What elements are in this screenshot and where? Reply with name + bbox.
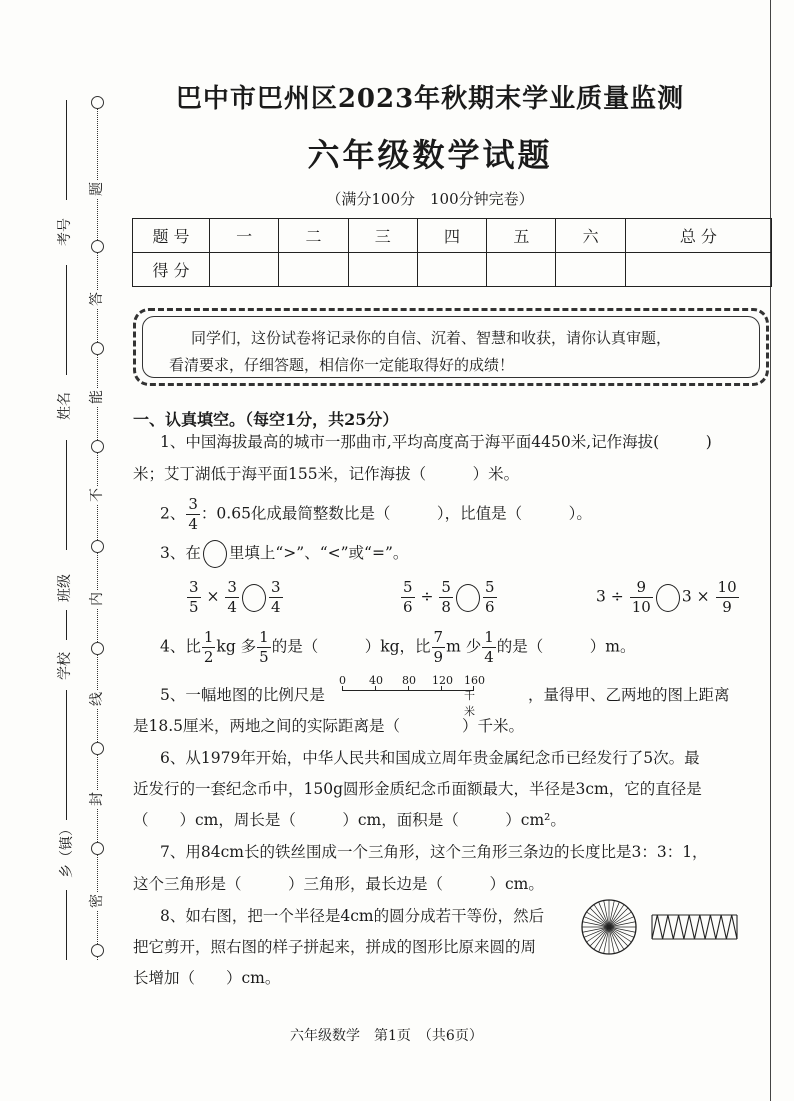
question-text: 1、中国海拔最高的城市一那曲市,平均高度高于海平面4450米,记作海拔( ): [160, 433, 712, 451]
score-cell[interactable]: [348, 253, 417, 287]
denominator: 4: [270, 598, 281, 616]
scale-label: 0: [339, 674, 346, 687]
fraction: [186, 495, 200, 534]
numerator: 10: [717, 578, 737, 596]
seal-circle: [91, 540, 104, 553]
fraction: [202, 628, 216, 667]
numerator: 3: [188, 495, 198, 513]
seal-circle: [91, 342, 104, 355]
question-text: 3、在: [160, 544, 201, 562]
numerator: 5: [441, 578, 451, 596]
write-line: [66, 610, 67, 640]
fraction: [401, 578, 415, 617]
seal-char: 密: [89, 894, 105, 908]
fraction: [269, 578, 283, 617]
question-text: 8、如右图，把一个半径是4cm的圆分成若干等份，然后: [160, 907, 545, 925]
numerator: 5: [484, 578, 495, 596]
write-line: [66, 890, 67, 960]
seal-char: 题: [89, 182, 105, 196]
fraction: [630, 578, 653, 617]
notice-inner: [142, 316, 760, 378]
seal-circle: [91, 96, 104, 109]
compare-expr-3: [596, 578, 740, 617]
table-cell: 总 分: [625, 219, 771, 253]
question-text: （ ）cm，周长是（ ）cm，面积是（ ）cm²。: [133, 811, 566, 829]
notice-line: 同学们，这份试卷将记录你的自信、沉着、智慧和收获，请你认真审题，: [191, 329, 672, 347]
denominator: 2: [203, 648, 214, 666]
question-text: ，量得甲、乙两地的图上距离: [528, 686, 730, 704]
seal-char: 答: [89, 292, 105, 306]
score-cell[interactable]: [210, 253, 279, 287]
compare-expr-2: [400, 578, 498, 617]
denominator: 5: [189, 598, 199, 616]
question-text: 7、用84cm长的铁丝围成一个三角形，这个三角形三条边的长度比是3：3：1，: [160, 843, 708, 861]
seal-line: [97, 100, 98, 960]
fraction: [257, 628, 271, 667]
operator: ÷: [420, 587, 434, 606]
table-cell: 得 分: [133, 253, 210, 287]
scale-label: 40: [369, 674, 383, 687]
compare-circle: [203, 540, 227, 568]
question-text: 是18.5厘米，两地之间的实际距离是（ ）千米。: [133, 717, 525, 735]
write-line: [66, 265, 67, 375]
exam-number-label: 考号: [57, 218, 73, 246]
write-line: [66, 690, 67, 820]
question-text: 把它剪开，照右图的样子拼起来，拼成的图形比原来圆的周: [133, 938, 537, 956]
score-cell[interactable]: [556, 253, 625, 287]
denominator: 4: [188, 515, 198, 533]
numerator: 3: [189, 578, 199, 596]
denominator: 4: [227, 598, 237, 616]
class-label: 班级: [57, 574, 73, 602]
numerator: 1: [203, 628, 214, 646]
denominator: 6: [403, 598, 413, 616]
town-label: 乡（镇）: [59, 822, 75, 878]
seal-circle: [91, 240, 104, 253]
table-cell: 六: [556, 219, 625, 253]
question-text: 4、比: [160, 637, 201, 656]
seal-char: 能: [89, 390, 105, 404]
question-2: [160, 495, 592, 534]
scale-label: 160千米: [464, 674, 485, 718]
table-cell: 题 号: [133, 219, 210, 253]
table-cell: 四: [417, 219, 486, 253]
numerator: 7: [433, 628, 444, 646]
numerator: 3: [270, 578, 281, 596]
fraction: [716, 578, 739, 617]
score-cell[interactable]: [417, 253, 486, 287]
fraction: [482, 628, 496, 667]
denominator: 4: [484, 648, 494, 666]
compare-circle[interactable]: [656, 584, 680, 612]
expr-text: 3 ÷: [596, 587, 624, 606]
numerator: 5: [403, 578, 413, 596]
numerator: 1: [484, 628, 494, 646]
fraction: [483, 578, 497, 617]
seal-circle: [91, 742, 104, 755]
exam-subtitle: 六年级数学试题: [307, 136, 553, 174]
denominator: 9: [722, 598, 732, 616]
question-text: 的是（ ）m。: [496, 637, 636, 656]
compare-circle[interactable]: [242, 584, 266, 612]
score-cell[interactable]: [487, 253, 556, 287]
compare-circle[interactable]: [456, 584, 480, 612]
fraction: [439, 578, 453, 617]
seal-char: 封: [89, 792, 105, 806]
compare-expr-1: [186, 578, 284, 617]
question-text: kg 多: [216, 637, 257, 656]
write-line: [66, 440, 67, 550]
table-cell: 一: [210, 219, 279, 253]
score-cell[interactable]: [625, 253, 771, 287]
question-text: m 少: [446, 637, 482, 656]
question-text: 长增加（ ）cm。: [133, 969, 281, 987]
seal-circle: [91, 642, 104, 655]
score-table: [132, 218, 772, 287]
rearranged-strip-figure: [651, 912, 739, 942]
question-text: 这个三角形是（ ）三角形，最长边是（ ）cm。: [133, 875, 544, 893]
question-3: [160, 540, 408, 568]
fraction: [432, 628, 446, 667]
denominator: 9: [433, 648, 444, 666]
map-scale-bar: [339, 674, 485, 718]
question-4: [160, 628, 635, 667]
denominator: 5: [259, 648, 269, 666]
section-heading: 一、认真填空。（每空1分，共25分）: [133, 410, 399, 429]
expr-text: 3 ×: [681, 587, 710, 606]
denominator: 6: [484, 598, 495, 616]
seal-char: 内: [89, 592, 105, 606]
fraction: [225, 578, 239, 617]
table-row: [133, 219, 772, 253]
divided-circle-figure: [580, 898, 638, 956]
question-text: 5、一幅地图的比例尺是: [160, 686, 325, 704]
score-cell[interactable]: [279, 253, 348, 287]
question-text: 6、从1979年开始，中华人民共和国成立周年贵金属纪念币已经发行了5次。最: [160, 749, 700, 767]
seal-circle: [91, 440, 104, 453]
question-text: 近发行的一套纪念币中，150g圆形金质纪念币面额最大，半径是3cm，它的直径是: [133, 780, 702, 798]
notice-line: 看清要求，仔细答题，相信你一定能取得好的成绩！: [169, 356, 515, 374]
exam-title: 巴中市巴州区2023年秋期末学业质量监测: [175, 84, 685, 114]
denominator: 8: [441, 598, 451, 616]
page-edge: [770, 0, 771, 1101]
question-text: ：0.65化成最简整数比是（ ），比值是（ ）。: [200, 504, 592, 523]
question-text: 里填上“>”、“<”或“=”。: [228, 544, 409, 562]
name-label: 姓名: [57, 392, 73, 420]
seal-circle: [91, 944, 104, 957]
numerator: 3: [227, 578, 237, 596]
question-text: 的是（ ）kg，比: [271, 637, 431, 656]
table-cell: 三: [348, 219, 417, 253]
seal-char: 线: [89, 692, 105, 706]
school-label: 学校: [57, 652, 73, 680]
write-line: [66, 100, 67, 200]
scale-label: 120: [432, 674, 453, 687]
operator: ×: [206, 587, 220, 606]
denominator: 10: [631, 598, 651, 616]
exam-info: （满分100分 100分钟完卷）: [326, 190, 534, 208]
page-footer: 六年级数学 第1页 （共6页）: [290, 1028, 483, 1044]
seal-char: 不: [89, 488, 105, 502]
question-text: 米；艾丁湖低于海平面155米，记作海拔（ ）米。: [133, 465, 520, 483]
fraction: [187, 578, 201, 617]
table-cell: 二: [279, 219, 348, 253]
question-number: 2、: [160, 504, 186, 523]
seal-circle: [91, 842, 104, 855]
table-row: [133, 253, 772, 287]
numerator: 9: [630, 578, 653, 598]
scale-label: 80: [402, 674, 416, 687]
notice-box: [133, 308, 769, 386]
numerator: 1: [259, 628, 269, 646]
table-cell: 五: [487, 219, 556, 253]
